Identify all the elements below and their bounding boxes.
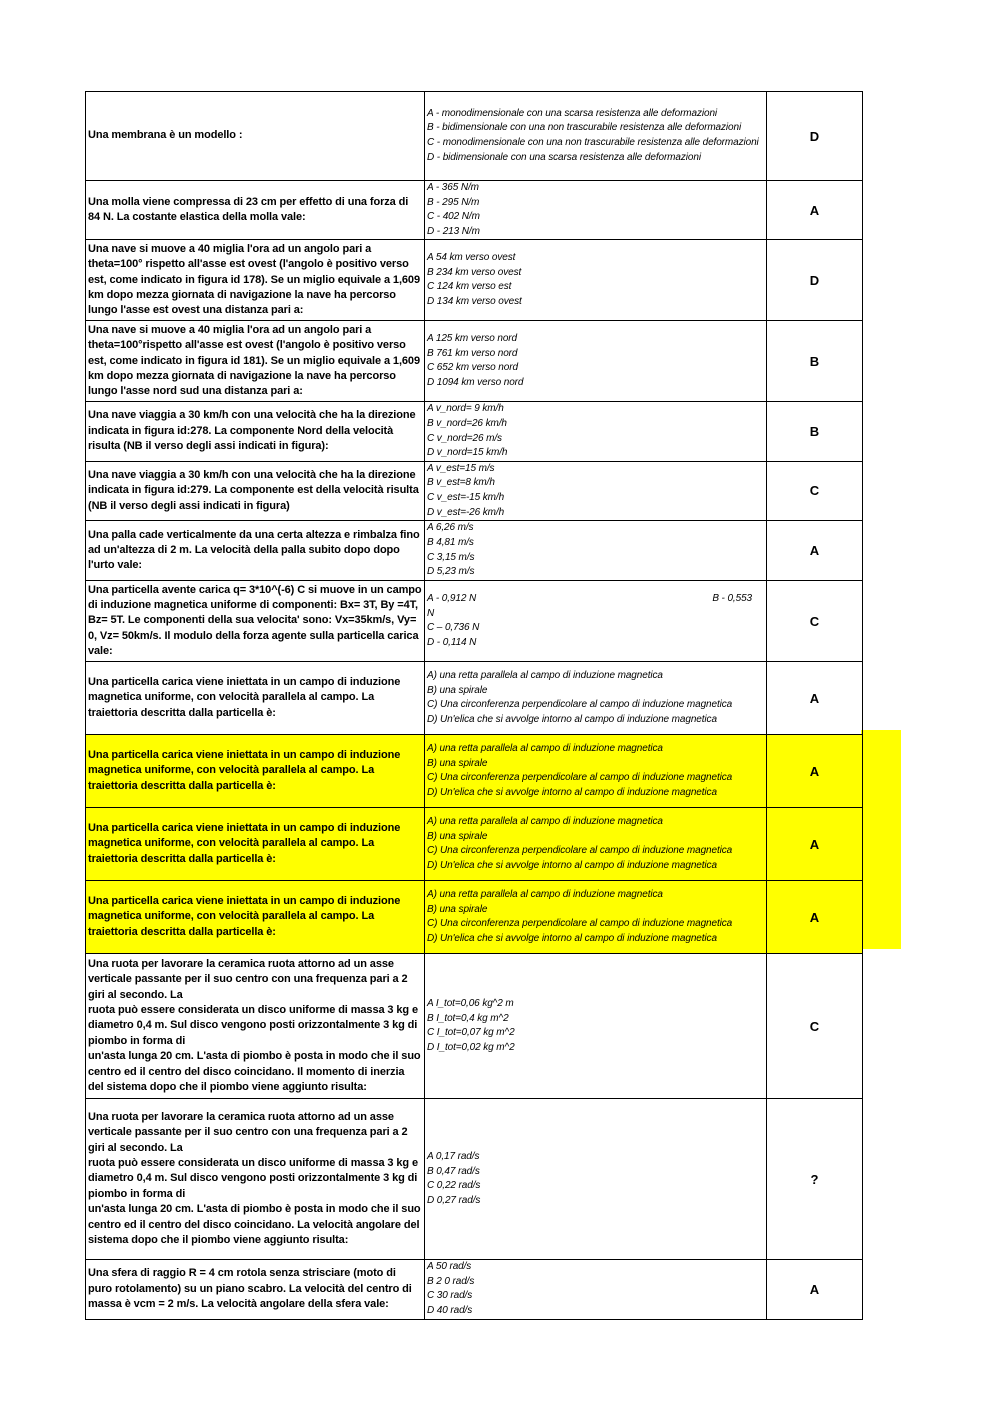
option-text: C – 0,736 N — [427, 622, 480, 634]
option-text: A) una retta parallela al campo di induzione magnetica — [427, 888, 663, 900]
option-text: D) Un'elica che si avvolge intorno al campo di induzione magnetica — [427, 859, 717, 871]
options-cell — [425, 662, 767, 735]
option-text: A - 0,912 N — [427, 592, 477, 604]
table-row — [86, 240, 863, 321]
option-text: A) una retta parallela al campo di induzione magnetica — [427, 669, 663, 681]
table-row — [86, 92, 863, 181]
options-cell — [425, 581, 767, 662]
table-row — [86, 181, 863, 240]
question-cell — [86, 521, 425, 581]
option-text: A 54 km verso ovest — [427, 252, 516, 264]
option-text: A - monodimensionale con una scarsa resistenza alle deformazioni — [427, 107, 718, 119]
table-row — [86, 954, 863, 1099]
option-text: B) una spirale — [427, 830, 488, 842]
options-cell — [425, 321, 767, 402]
option-text: B) una spirale — [427, 903, 488, 915]
option-text: D) Un'elica che si avvolge intorno al campo di induzione magnetica — [427, 786, 717, 798]
option-text: C) Una circonferenza perpendicolare al campo di induzione magnetica — [427, 918, 733, 930]
table-row — [86, 581, 863, 662]
option-text: B I_tot=0,4 kg m^2 — [427, 1012, 509, 1024]
question-cell — [86, 735, 425, 808]
option-text: D) Un'elica che si avvolge intorno al campo di induzione magnetica — [427, 713, 717, 725]
table-row — [86, 521, 863, 581]
table-row-highlighted — [86, 735, 863, 808]
table-row — [86, 321, 863, 402]
option-text: B - 0,553 — [712, 592, 752, 604]
option-text: C) Una circonferenza perpendicolare al campo di induzione magnetica — [427, 845, 733, 857]
question-cell — [86, 808, 425, 881]
option-text: C - 402 N/m — [427, 211, 480, 223]
options-cell — [425, 240, 767, 321]
options-cell — [425, 735, 767, 808]
option-text: A 125 km verso nord — [427, 333, 517, 345]
question-text: Una molla viene compressa di 23 cm per effetto di una forza di 84 N. La costante elastica della molla vale: — [88, 195, 409, 224]
option-text: B) una spirale — [427, 684, 488, 696]
question-cell — [86, 402, 425, 461]
option-text: A 6,26 m/s — [427, 522, 474, 534]
option-text: B 0,47 rad/s — [427, 1165, 480, 1177]
options-cell — [425, 521, 767, 581]
answer-cell: C — [767, 461, 863, 520]
options-cell — [425, 1260, 767, 1319]
option-text: C 652 km verso nord — [427, 362, 518, 374]
question-cell — [86, 181, 425, 240]
question-cell — [86, 1099, 425, 1260]
option-text: C v_nord=26 m/s — [427, 432, 502, 444]
answer-cell: C — [767, 954, 863, 1099]
table-row — [86, 662, 863, 735]
table-row — [86, 402, 863, 461]
option-text: C I_tot=0,07 kg m^2 — [427, 1027, 515, 1039]
option-text: B v_nord=26 km/h — [427, 417, 507, 429]
table-row — [86, 1099, 863, 1260]
options-cell — [425, 402, 767, 461]
option-text: D - bidimensionale con una scarsa resistenza alle deformazioni — [427, 151, 701, 163]
question-text: ruota può essere considerata un disco uniforme di massa 3 kg e diametro 0,4 m. Sul disco vengono posti orizzontalmente 3 kg di piombo in forma di — [88, 1004, 419, 1047]
option-text: B 2 0 rad/s — [427, 1275, 475, 1287]
question-cell — [86, 954, 425, 1099]
table-row — [86, 1260, 863, 1319]
option-text: D - 213 N/m — [427, 225, 480, 237]
question-text: Una sfera di raggio R = 4 cm rotola senza strisciare (moto di puro rotolamento) su un piano scabro. La velocità del centro di massa è vcm = 2 m/s. La velocità angolare della sfera vale: — [88, 1267, 412, 1311]
answer-cell: B — [767, 402, 863, 461]
question-text: Una particella avente carica q= 3*10^(-6) C si muove in un campo di induzione magnetica uniforme di componenti: Bx= 3T, By =4T, Bz= 5T. Le componenti della sua velocita' sono: Vx=35km/s, Vy= 0, Vz= 50km/s. Il modulo della forza agente sulla particella carica vale: — [88, 583, 422, 658]
question-cell — [86, 881, 425, 954]
question-text: Una particella carica viene iniettata in un campo di induzione magnetica uniforme, con velocità parallela al campo. La traiettoria descritta dalla particella è: — [88, 822, 401, 865]
option-text: C 3,15 m/s — [427, 551, 475, 563]
options-cell — [425, 954, 767, 1099]
option-text: D 134 km verso ovest — [427, 295, 522, 307]
question-text: Una ruota per lavorare la ceramica ruota attorno ad un asse verticale passante per il suo centro con una frequenza pari a 2 giri al secondo. La — [88, 957, 408, 1001]
option-text: B 761 km verso nord — [427, 347, 518, 359]
question-text: Una nave si muove a 40 miglia l'ora ad un angolo pari a theta=100° rispetto all'asse est ovest (l'angolo è positivo verso est, come indicato in figura id 178). Se un miglio equivale a 1,609 km dopo mezza giornata di navigazione la nave ha percorso lungo l'asse est ovest una distanza pari a: — [88, 242, 420, 317]
options-cell — [425, 92, 767, 181]
option-text: C - monodimensionale con una non trascurabile resistenza alle deformazioni — [427, 137, 759, 148]
options-cell — [425, 808, 767, 881]
answer-cell: D — [767, 240, 863, 321]
question-text: un'asta lunga 20 cm. L'asta di piombo è posta in modo che il suo centro ed il centro del disco coincidano. La velocità angolare del sistema dopo che il piombo viene aggiunto risulta: — [88, 1203, 421, 1247]
option-text: B 234 km verso ovest — [427, 266, 522, 278]
answer-cell: A — [767, 808, 863, 881]
option-text: C 30 rad/s — [427, 1290, 473, 1302]
table-row — [86, 461, 863, 520]
option-text: C 0,22 rad/s — [427, 1180, 481, 1192]
question-text: Una particella carica viene iniettata in un campo di induzione magnetica uniforme, con velocità parallela al campo. La traiettoria descritta dalla particella è: — [88, 676, 401, 719]
option-text: D I_tot=0,02 kg m^2 — [427, 1041, 515, 1053]
question-text: Una ruota per lavorare la ceramica ruota attorno ad un asse verticale passante per il suo centro con una frequenza pari a 2 giri al secondo. La — [88, 1110, 408, 1154]
question-text: Una palla cade verticalmente da una certa altezza e rimbalza fino ad un'altezza di 2 m. La velocità della palla subito dopo dopo l'urto vale: — [88, 528, 420, 572]
options-cell — [425, 881, 767, 954]
question-cell — [86, 662, 425, 735]
options-cell — [425, 181, 767, 240]
table-row-highlighted — [86, 881, 863, 954]
option-text: B 4,81 m/s — [427, 537, 474, 549]
option-text: A I_tot=0,06 kg^2 m — [427, 997, 514, 1009]
question-cell — [86, 581, 425, 662]
question-cell — [86, 461, 425, 520]
option-text: D - 0,114 N — [427, 636, 477, 648]
question-text: Una membrana è un modello : — [88, 129, 243, 142]
highlight-extension — [861, 730, 901, 949]
option-text: A 50 rad/s — [427, 1261, 472, 1273]
question-cell — [86, 321, 425, 402]
option-text: N — [427, 607, 435, 619]
option-text: C) Una circonferenza perpendicolare al campo di induzione magnetica — [427, 699, 733, 711]
option-text: A) una retta parallela al campo di induzione magnetica — [427, 815, 663, 827]
answer-cell: B — [767, 321, 863, 402]
option-text: C 124 km verso est — [427, 281, 512, 293]
option-text: D) Un'elica che si avvolge intorno al campo di induzione magnetica — [427, 932, 717, 944]
question-text: Una particella carica viene iniettata in un campo di induzione magnetica uniforme, con velocità parallela al campo. La traiettoria descritta dalla particella è: — [88, 749, 401, 792]
question-text: Una nave si muove a 40 miglia l'ora ad un angolo pari a theta=100°rispetto all'asse est ovest (l'angolo è positivo verso est, come indicato in figura id 181). Se un miglio equivale a 1,609 km dopo mezza giornata di navigazione la nave ha percorso lungo l'asse nord sud una distanza pari a: — [88, 323, 420, 398]
option-text: A) una retta parallela al campo di induzione magnetica — [427, 742, 663, 754]
option-text: B v_est=8 km/h — [427, 477, 495, 489]
option-text: A v_est=15 m/s — [427, 462, 495, 474]
option-text: D v_nord=15 km/h — [427, 447, 508, 459]
option-text: A 0,17 rad/s — [427, 1150, 480, 1162]
option-text: D 1094 km verso nord — [427, 376, 524, 388]
option-split-line — [427, 592, 764, 607]
answer-cell: A — [767, 735, 863, 808]
question-text: Una nave viaggia a 30 km/h con una velocità che ha la direzione indicata in figura id:279. La componente est della velocità risulta (NB il verso degli assi indicati in figura) — [88, 468, 419, 512]
answer-cell: A — [767, 662, 863, 735]
options-cell — [425, 461, 767, 520]
option-text: B - bidimensionale con una non trascurabile resistenza alle deformazioni — [427, 122, 742, 134]
options-cell — [425, 1099, 767, 1260]
question-cell — [86, 240, 425, 321]
table-row-highlighted — [86, 808, 863, 881]
option-text: A - 365 N/m — [427, 182, 479, 193]
answer-cell: A — [767, 1260, 863, 1319]
answer-cell: A — [767, 521, 863, 581]
question-cell — [86, 92, 425, 181]
option-text: B - 295 N/m — [427, 196, 480, 208]
option-text: D 0,27 rad/s — [427, 1194, 481, 1206]
answer-cell: A — [767, 181, 863, 240]
option-text: A v_nord= 9 km/h — [427, 403, 504, 415]
question-text: Una particella carica viene iniettata in un campo di induzione magnetica uniforme, con velocità parallela al campo. La traiettoria descritta dalla particella è: — [88, 895, 401, 938]
option-text: C) Una circonferenza perpendicolare al campo di induzione magnetica — [427, 772, 733, 784]
option-text: B) una spirale — [427, 757, 488, 769]
answer-cell: ? — [767, 1099, 863, 1260]
answer-cell: C — [767, 581, 863, 662]
option-text: D 5,23 m/s — [427, 566, 475, 578]
option-text: D v_est=-26 km/h — [427, 506, 505, 518]
question-text: ruota può essere considerata un disco uniforme di massa 3 kg e diametro 0,4 m. Sul disco vengono posti orizzontalmente 3 kg di piombo in forma di — [88, 1157, 419, 1200]
answer-cell: D — [767, 92, 863, 181]
question-cell — [86, 1260, 425, 1319]
quiz-table — [85, 91, 863, 1320]
question-text: Una nave viaggia a 30 km/h con una velocità che ha la direzione indicata in figura id:278. La componente Nord della velocità risulta (NB il verso degli assi indicati in figura): — [88, 409, 416, 453]
question-text: un'asta lunga 20 cm. L'asta di piombo è posta in modo che il suo centro ed il centro del disco coincidano. Il momento di inerzia del sistema dopo che il piombo viene aggiunto risulta: — [88, 1050, 421, 1094]
option-text: C v_est=-15 km/h — [427, 491, 505, 503]
option-text: D 40 rad/s — [427, 1304, 473, 1316]
answer-cell: A — [767, 881, 863, 954]
